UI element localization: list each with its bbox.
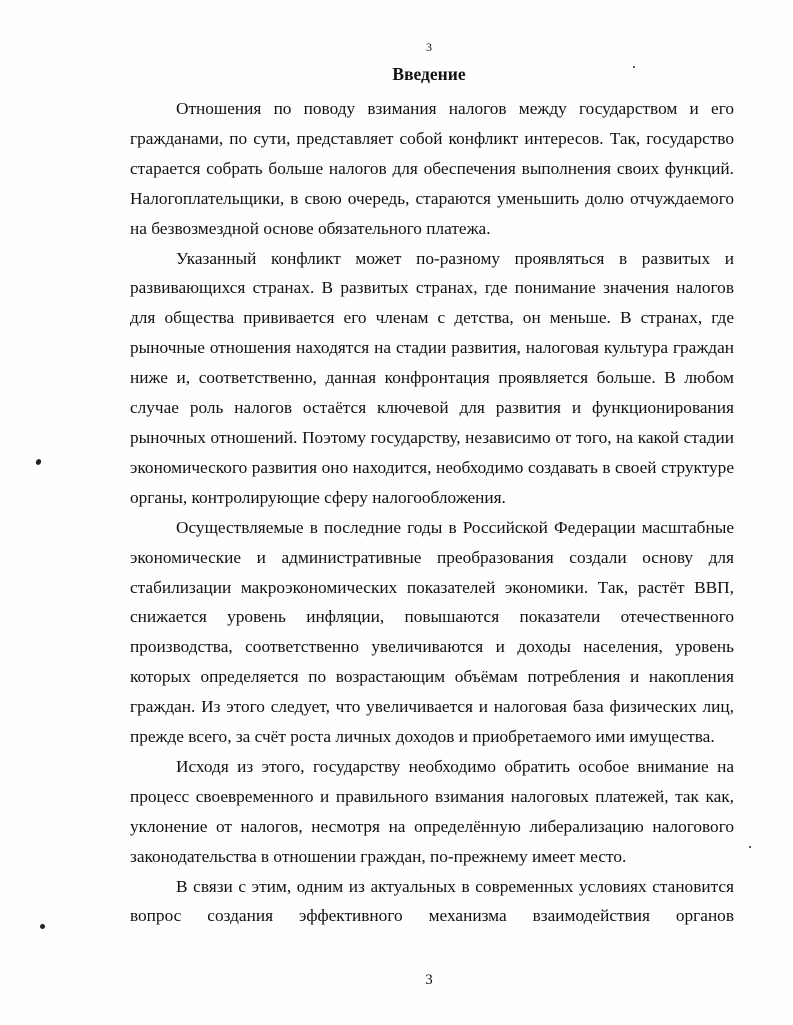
paragraph-4: Исходя из этого, государству необходимо обратить особое внимание на процесс своевременного и правильного взимания налоговых платежей, так как, уклонение от налогов, несмотря на определённую либерализацию налогового законодательства в отношении граждан, по-прежнему имеет место. [130,756,734,866]
page-number-bottom: 3 [425,972,433,988]
page-title: Введение [392,64,466,84]
paragraph-5: В связи с этим, одним из актуальных в современных условиях становится вопрос создания эффективного механизма взаимодействия органов [130,876,734,926]
body-text [130,94,734,931]
paragraph-2: Указанный конфликт может по-разному проявляться в развитых и развивающихся странах. В развитых странах, где понимание значения налогов для общества прививается его членам с детства, он меньше. В странах, где рыночные отношения находятся на стадии развития, налоговая культура граждан ниже и, соответственно, данная конфронтация проявляется больше. В любом случае роль налогов остаётся ключевой для развития и функционирования рыночных отношений. Поэтому государству, независимо от того, на какой стадии экономического развития оно находится, необходимо создавать в своей структуре органы, контролирующие сферу налогообложения. [130,248,734,507]
scan-speck [40,924,45,929]
scan-speck [35,458,42,466]
paragraph-1: Отношения по поводу взимания налогов между государством и его гражданами, по сути, представляет собой конфликт интересов. Так, государство старается собрать больше налогов для обеспечения выполнения своих функций. Налогоплательщики, в свою очередь, стараются уменьшить долю отчуждаемого на безвозмездной основе обязательного платежа. [130,99,734,238]
page-number-top: 3 [426,40,432,54]
scan-speck [633,66,635,68]
scan-speck [749,846,751,848]
paragraph-3: Осуществляемые в последние годы в Российской Федерации масштабные экономические и административные преобразования создали основу для стабилизации макроэкономических показателей экономики. Так, растёт ВВП, снижается уровень инфляции, повышаются показатели отечественного производства, соответственно увеличиваются и доходы населения, уровень которых определяется по возрастающим объёмам потребления и накопления граждан. Из этого следует, что увеличивается и налоговая база физических лиц, прежде всего, за счёт роста личных доходов и приобретаемого ими имущества. [130,517,734,747]
